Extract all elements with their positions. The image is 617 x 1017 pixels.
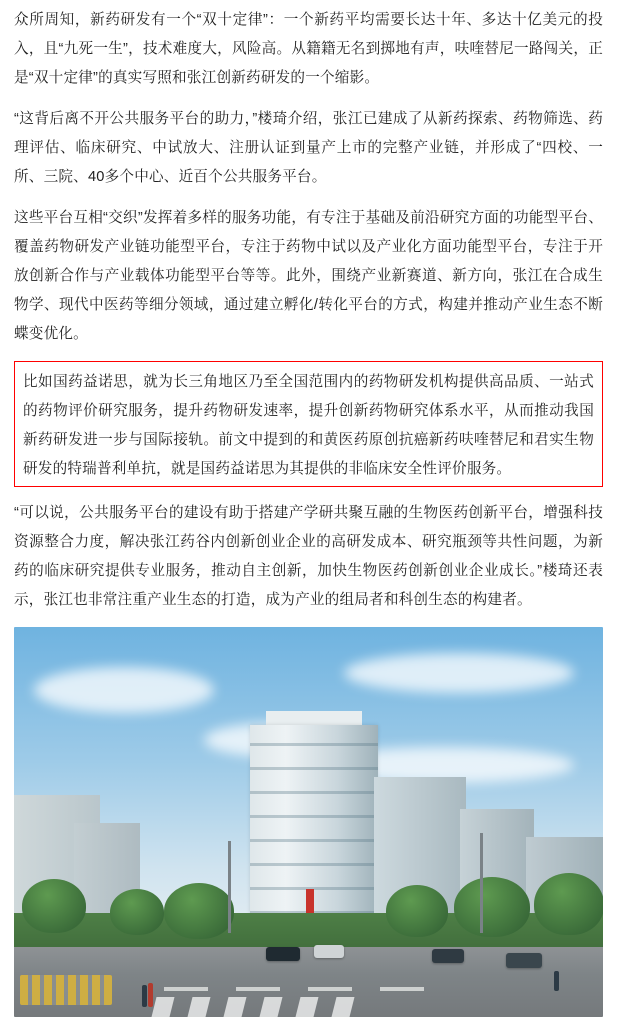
pedestrian <box>142 985 147 1007</box>
lane-marking <box>236 987 280 991</box>
paragraph-4-highlighted: 比如国药益诺思，就为长三角地区乃至全国范围内的药物研发机构提供高品质、一站式的药物评价研究服务，提升药物研发速率，提升创新药物研究体系水平，从而推动我国新药研发进一步与国际接轨。前文中提到的和黄医药原创抗癌新药呋喹替尼和君实生物研发的特瑞普利单抗，就是国药益诺思为其提供的非临床安全性评价服务。 <box>23 374 594 477</box>
car <box>432 949 464 963</box>
street-light-pole <box>480 833 483 933</box>
lane-marking <box>308 987 352 991</box>
street-light-pole <box>228 841 231 933</box>
paragraph-3: 这些平台互相“交织”发挥着多样的服务功能，有专注于基础及前沿研究方面的功能型平台、覆盖药物研发产业链功能型平台，专注于药物中试以及产业化方面功能型平台，专注于开放创新合作与产业载体功能型平台等等。此外，围绕产业新赛道、新方向，张江在合成生物学、现代中医药等细分领域，通过建立孵化/转化平台的方式，构建并推动产业生态不断蝶变优化。 <box>14 210 603 342</box>
paragraph-5: “可以说，公共服务平台的建设有助于搭建产学研共聚互融的生物医药创新平台，增强科技资源整合力度，解决张江药谷内创新创业企业的高研发成本、研究瓶颈等共性问题，为新药的临床研究提供专业服务，推动自主创新，加快生物医药创新创业企业成长。”楼琦还表示，张江也非常注重产业生态的打造，成为产业的组局者和科创生态的构建者。 <box>14 505 603 608</box>
pedestrian <box>148 983 153 1007</box>
cloud <box>344 653 574 693</box>
tree <box>164 883 234 939</box>
lane-marking <box>164 987 208 991</box>
car <box>314 945 344 958</box>
paragraph-2: “这背后离不开公共服务平台的助力，”楼琦介绍，张江已建成了从新药探索、药物筛选、药理评估、临床研究、中试放大、注册认证到量产上市的完整产业链，并形成了“四校、一所、三院、40多个中心、近百个公共服务平台。 <box>14 111 603 185</box>
cloud <box>34 667 214 713</box>
tree <box>454 877 530 937</box>
car <box>266 947 300 961</box>
tree <box>386 885 448 937</box>
shared-bicycles <box>20 975 112 1005</box>
highlighted-paragraph-box <box>14 361 603 487</box>
tree <box>22 879 86 933</box>
pedestrian <box>554 971 559 991</box>
car <box>506 953 542 968</box>
main-office-tower <box>250 725 378 931</box>
tree <box>534 873 603 935</box>
zhangjiang-building-photo <box>14 627 603 1017</box>
tree <box>110 889 164 935</box>
paragraph-1: 众所周知，新药研发有一个“双十定律”：一个新药平均需要长达十年、多达十亿美元的投入，且“九死一生”，技术难度大，风险高。从籍籍无名到掷地有声，呋喹替尼一路闯关，正是“双十定律”的真实写照和张江创新药研发的一个缩影。 <box>14 12 603 86</box>
lane-marking <box>380 987 424 991</box>
